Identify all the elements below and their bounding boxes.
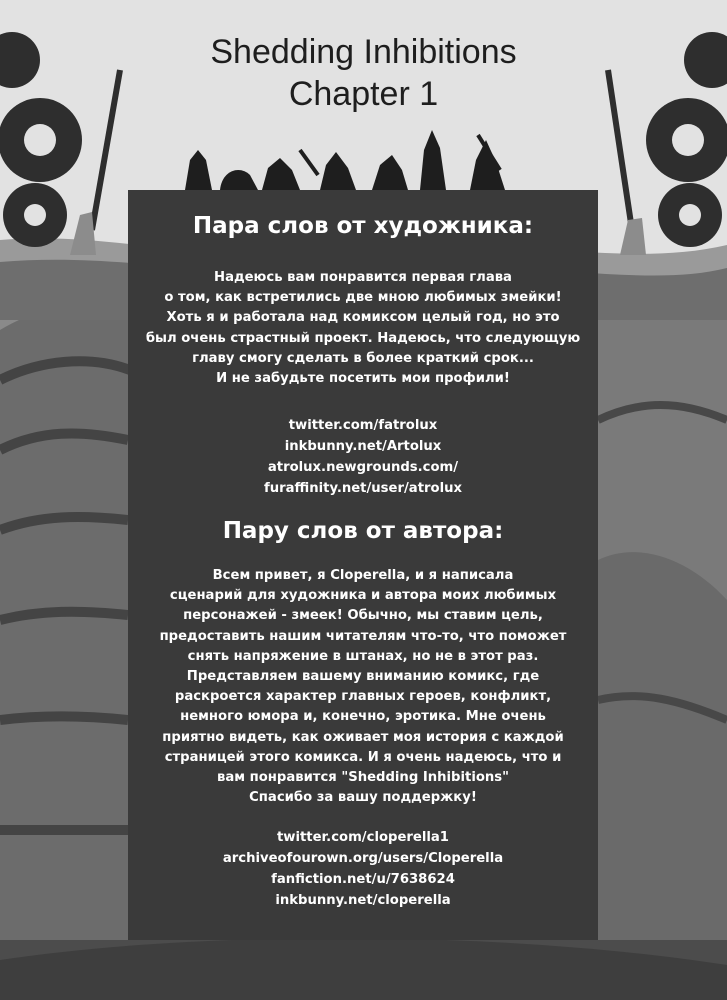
artist-message-line: главу смогу сделать в более краткий срок... [192,350,534,366]
author-message-line: сценарий для художника и автора моих любимых [169,588,557,604]
author-message-line: снять напряжение в штанах, но не в этот раз. [187,648,539,664]
author-ao3-link: archiveofourown.org/users/Cloperella [222,851,504,866]
author-message-line: раскроется характер главных героев, конфликт, [174,689,552,705]
author-message-line: немного юмора и, конечно, эротика. Мне очень [180,709,546,725]
artist-inkbunny-link: inkbunny.net/Artolux [284,439,442,454]
artist-twitter-link: twitter.com/fatrolux [288,418,438,433]
author-message-line: Всем привет, я Cloperella, и я написала [212,568,514,583]
artist-newgrounds-link: atrolux.newgrounds.com/ [267,460,459,475]
author-twitter-link: twitter.com/cloperella1 [277,830,449,845]
author-message-line: вам понравится "Shedding Inhibitions" [216,770,510,786]
author-message-line: персонажей - змеек! Обычно, мы ставим цель, [183,608,543,624]
author-message-line: приятно видеть, как оживает моя история с каждой [162,729,564,745]
artist-message-line: был очень страстный проект. Надеюсь, что следующую [145,330,581,346]
artist-message-line: Надеюсь вам понравится первая глава [214,270,512,285]
comic-title: Shedding Inhibitions [210,33,517,71]
artist-links [128,415,598,499]
author-message-line: страницей этого комикса. И я очень надеюсь, что и [164,749,562,765]
author-section-heading: Пару слов от автора: [222,518,504,544]
notes-panel [128,190,598,940]
artist-message-line: И не забудьте посетить мои профили! [216,371,510,387]
author-links [128,827,598,911]
artist-message-line: Хоть я и работала над комиксом целый год, но это [166,310,560,326]
artist-message [128,268,598,389]
author-message-line: Спасибо за вашу поддержку! [249,790,477,806]
artist-section-heading: Пара слов от художника: [192,213,534,239]
chapter-title: Chapter 1 [288,75,439,113]
author-message-line: предоставить нашим читателям что-то, что поможет [159,628,567,644]
author-message [128,566,598,808]
author-fanfiction-link: fanfiction.net/u/7638624 [271,872,455,887]
author-inkbunny-link: inkbunny.net/cloperella [275,893,451,908]
author-message-line: Представляем вашему вниманию комикс, где [186,669,540,685]
artist-furaffinity-link: furaffinity.net/user/atrolux [264,481,462,496]
artist-message-line: о том, как встретились две мною любимых змейки! [164,290,562,306]
